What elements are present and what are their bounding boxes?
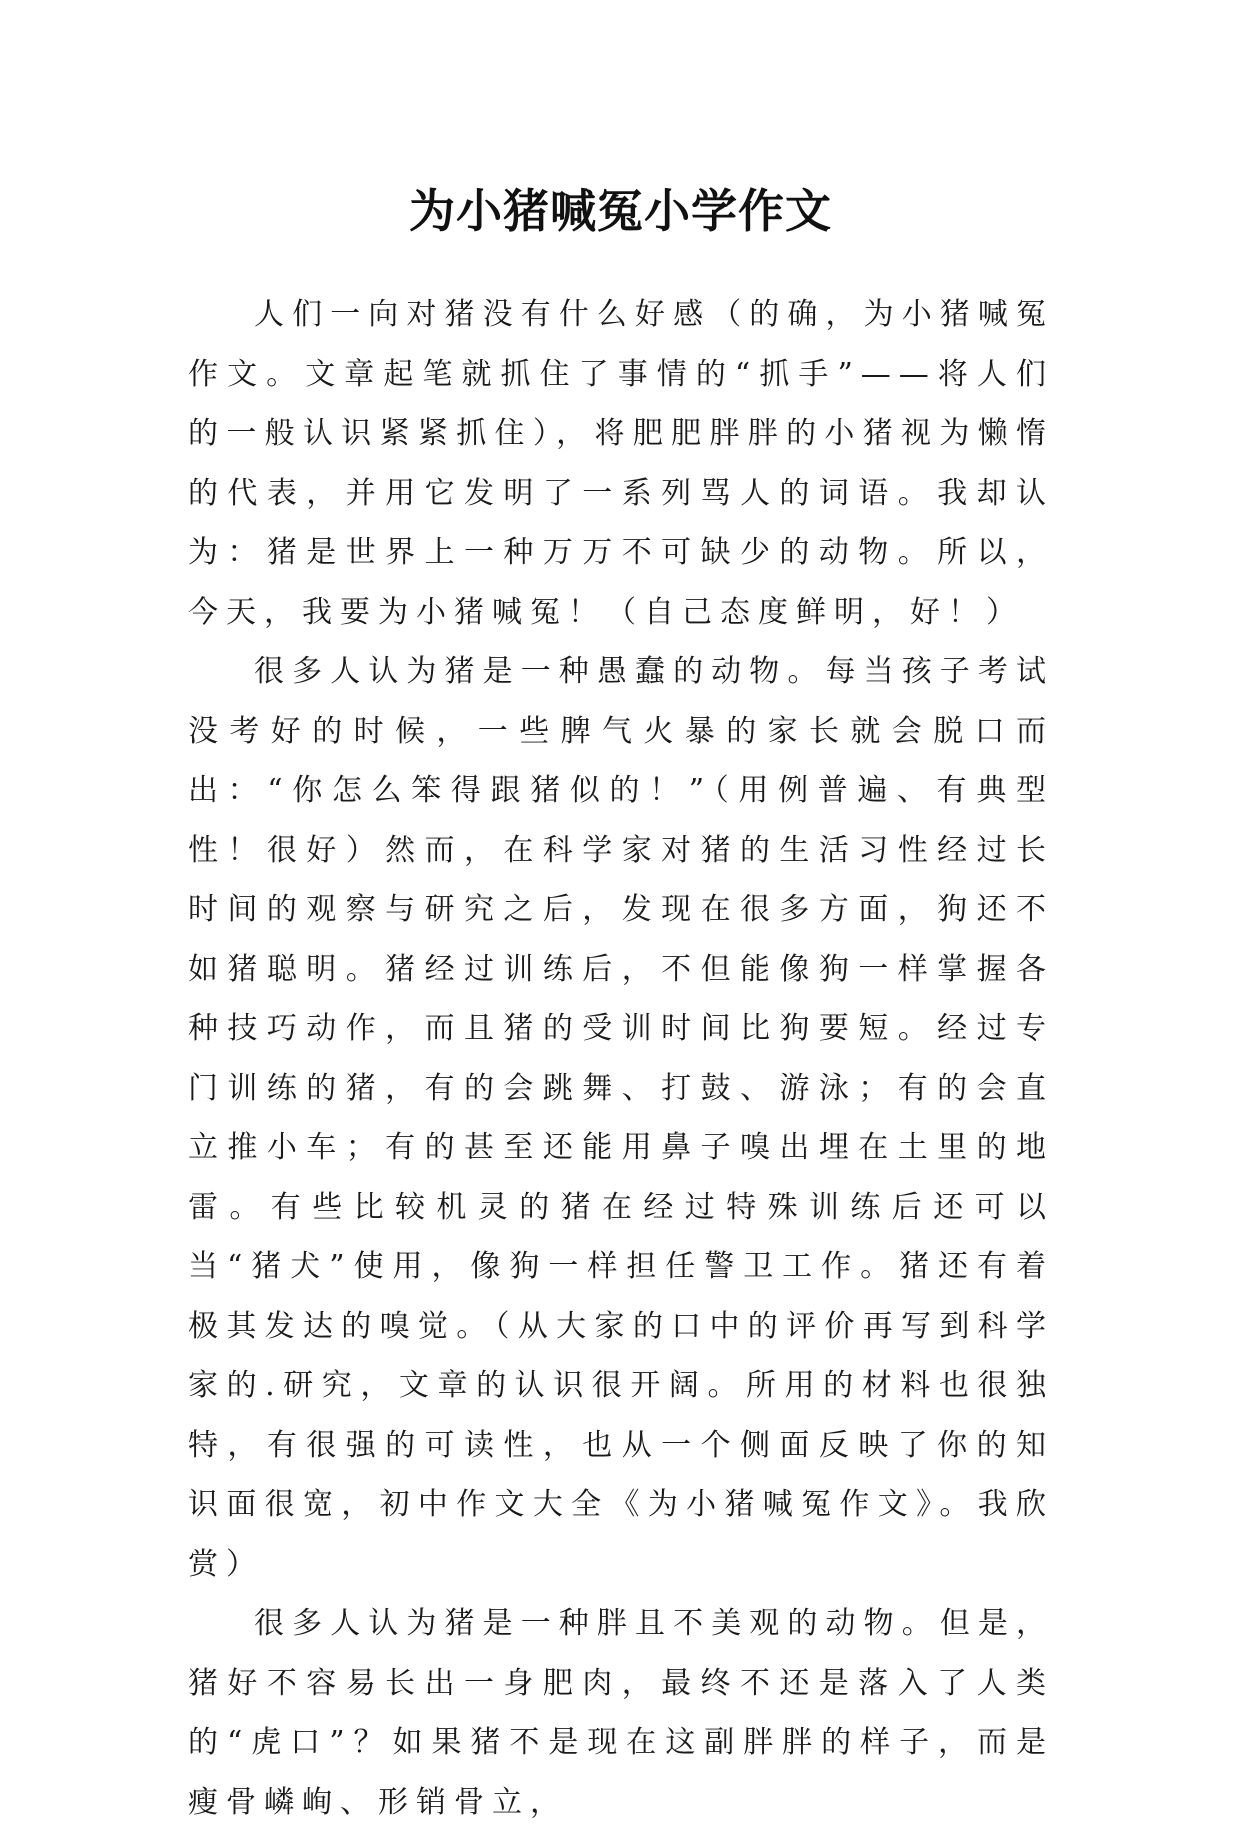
paragraph: 很多人认为猪是一种胖且不美观的动物。但是，猪好不容易长出一身肥肉，最终不还是落入了人类的“虎口”？如果猪不是现在这副胖胖的样子，而是瘦骨嶙峋、形销骨立， — [188, 1606, 1054, 1820]
paragraph: 人们一向对猪没有什么好感（的确，为小猪喊冤作文。文章起笔就抓住了事情的“抓手”——将人们的一般认识紧紧抓住），将肥肥胖胖的小猪视为懒惰的代表，并用它发明了一系列骂人的词语。我却认为：猪是世界上一种万万不可缺少的动物。所以，今天，我要为小猪喊冤！（自己态度鲜明，好！） — [188, 297, 1054, 630]
document-body — [188, 285, 1054, 1832]
paragraph: 很多人认为猪是一种愚蠢的动物。每当孩子考试没考好的时候，一些脾气火暴的家长就会脱口而出：“你怎么笨得跟猪似的！”（用例普遍、有典型性！很好）然而，在科学家对猪的生活习性经过长时间的观察与研究之后，发现在很多方面，狗还不如猪聪明。猪经过训练后，不但能像狗一样掌握各种技巧动作，而且猪的受训时间比狗要短。经过专门训练的猪，有的会跳舞、打鼓、游泳；有的会直立推小车；有的甚至还能用鼻子嗅出埋在土里的地雷。有些比较机灵的猪在经过特殊训练后还可以当“猪犬”使用，像狗一样担任警卫工作。猪还有着极其发达的嗅觉。（从大家的口中的评价再写到科学家的.研究，文章的认识很开阔。所用的材料也很独特，有很强的可读性，也从一个侧面反映了你的知识面很宽，初中作文大全《为小猪喊冤作文》。我欣赏） — [188, 654, 1054, 1582]
document-title: 为小猪喊冤小学作文 — [409, 183, 832, 238]
